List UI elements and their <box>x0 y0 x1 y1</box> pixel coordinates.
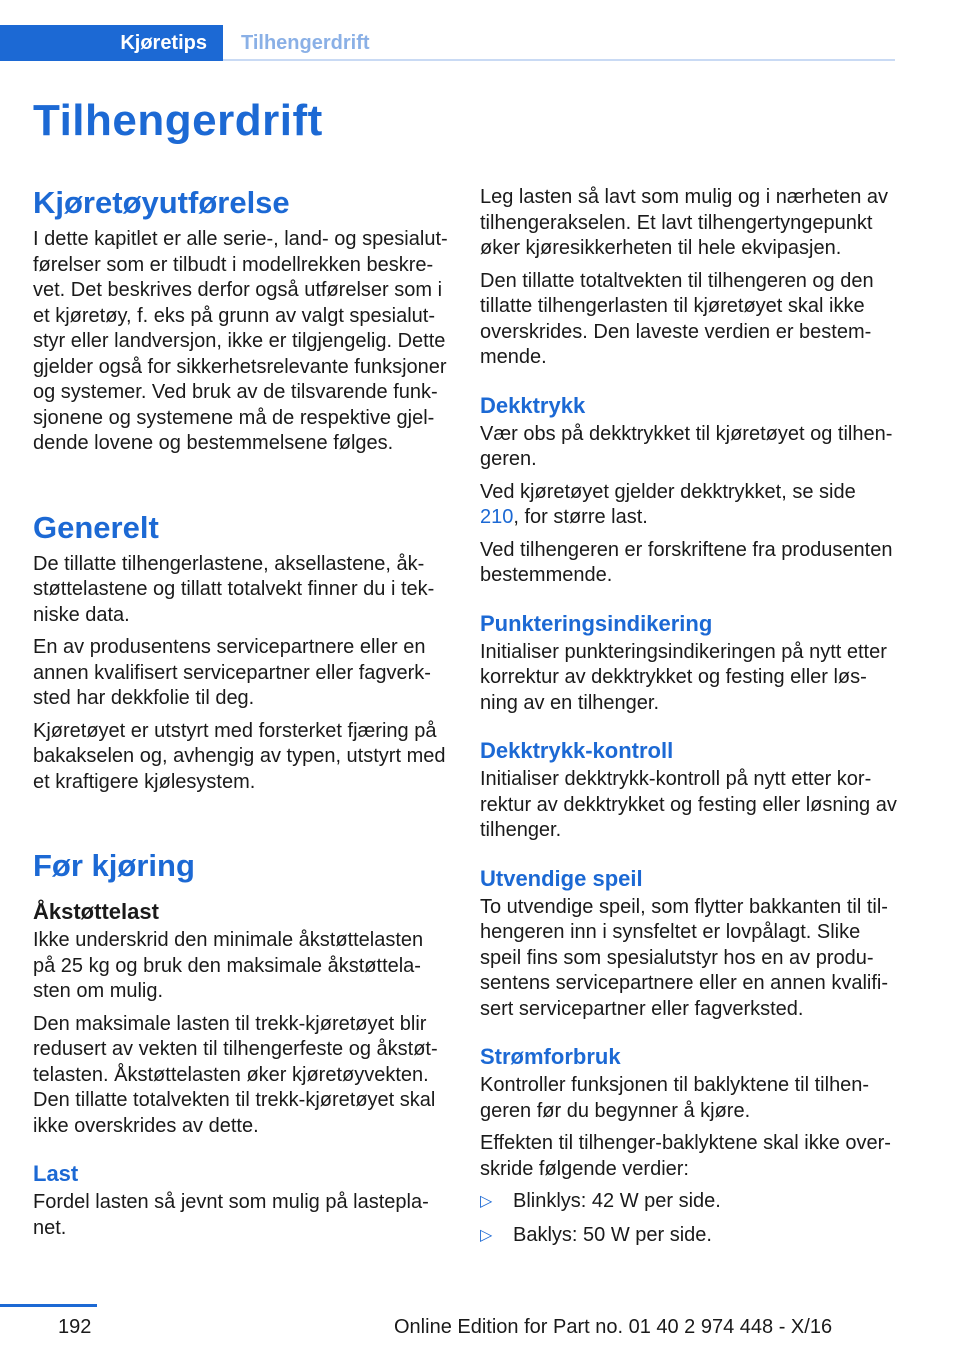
subheading-dekktrykk: Dekktrykk <box>480 392 586 418</box>
paragraph: Initialiser dekktrykk-kontroll på nytt etter kor-rektur av dekktrykket og festing eller løsning av tilhenger. <box>480 768 897 841</box>
triangle-bullet-icon: ▷ <box>480 1226 493 1244</box>
subheading-dekktrykk-kontroll: Dekktrykk-kontroll <box>480 738 674 763</box>
paragraph <box>480 480 898 531</box>
subheading-last: Last <box>33 1161 79 1186</box>
subheading-punkteringsindikering: Punkteringsindikering <box>480 610 713 636</box>
text: Ved kjøretøyet gjelder dekktrykket, se side <box>480 480 856 503</box>
paragraph: To utvendige speil, som flytter bakkanten til til-hengeren inn i synsfeltet er lovpålagt. Slike speil fins som spesialutstyr hos en av produ-sentens servicepartnere eller en annen kvalifi-sert servicepartner eller fagverksted. <box>480 895 888 1020</box>
list-item-text: Blinklys: 42 W per side. <box>513 1190 721 1212</box>
tab-tilhengerdrift[interactable]: Tilhengerdrift <box>241 31 370 54</box>
paragraph: Den tillatte totaltvekten til tilhengeren og den tillatte tilhengerlasten til kjøretøyet skal ikke overskrides. Den laveste verdien er bestem-mende. <box>480 269 874 368</box>
paragraph: Initialiser punkteringsindikeringen på nytt etter korrektur av dekktrykket og festing eller løs-ning av en tilhenger. <box>480 640 887 714</box>
section-heading-generelt: Generelt <box>33 509 159 545</box>
paragraph: En av produsentens servicepartnere eller en annen kvalifisert servicepartner eller fagverk-sted har dekkfolie til deg. <box>33 636 431 709</box>
edition-text: Online Edition for Part no. 01 40 2 974 448 - X/16 <box>394 1316 833 1338</box>
subheading-stromforbruk: Strømforbruk <box>480 1044 621 1069</box>
paragraph: Vær obs på dekktrykket til kjøretøyet og tilhen-geren. <box>480 422 893 470</box>
footer-rule <box>0 1304 97 1307</box>
subheading-utvendige-speil: Utvendige speil <box>480 865 643 891</box>
paragraph: Leg lasten så lavt som mulig og i nærheten av tilhengerakselen. Et lavt tilhengertyngepunkt øker kjøresikkerheten til hele ekvipasjen. <box>480 186 888 259</box>
tab-kjoretips[interactable]: Kjøretips <box>0 25 223 61</box>
list-item <box>480 1223 898 1249</box>
paragraph: Fordel lasten så jevnt som mulig på lastepla-net. <box>33 1191 429 1239</box>
section-heading-for-kjoring: Før kjøring <box>33 848 195 883</box>
page-link[interactable]: 210 <box>480 506 514 528</box>
list-item <box>480 1189 898 1215</box>
right-column <box>480 185 898 1256</box>
paragraph: Effekten til tilhenger-baklyktene skal ikke over-skride følgende verdier: <box>480 1132 891 1180</box>
subheading-akstottelast: Åkstøttelast <box>33 899 159 924</box>
paragraph: Ved tilhengeren er forskriftene fra produsenten bestemmende. <box>480 538 893 586</box>
left-column <box>33 185 449 1248</box>
section-heading-kjoretoyutforelse: Kjøretøyutførelse <box>33 185 290 220</box>
text: , for større last. <box>513 506 648 528</box>
header-bar <box>0 25 895 63</box>
bullet-list <box>480 1189 898 1248</box>
paragraph: Ikke underskrid den minimale åkstøttelasten på 25 kg og bruk den maksimale åkstøttela-sten om mulig. <box>33 929 424 1002</box>
triangle-bullet-icon: ▷ <box>480 1193 493 1210</box>
header-divider <box>223 59 895 61</box>
page-title: Tilhengerdrift <box>33 96 323 145</box>
paragraph: I dette kapitlet er alle serie-, land- og spesialut-førelser som er tilbudt i modellrekken beskre-vet. Det beskrives derfor også utførelser som i et kjøretøy, f. eks på grunn av valgt spesialut-styr eller landversjon, ikke er tilgjengelig. Dette gjelder også for sikkerhetsrelevante funksjoner og systemer. Ved bruk av de tilsvarende funk-sjonene og systemene må de respektive gjel-dende lovene og bestemmelsene følges. <box>33 228 448 454</box>
paragraph: De tillatte tilhengerlastene, aksellastene, åk-støttelastene og tillatt totalvekt finner du i tek-niske data. <box>33 552 435 626</box>
page-number: 192 <box>58 1316 92 1338</box>
paragraph: Kontroller funksjonen til baklyktene til tilhen-geren før du begynner å kjøre. <box>480 1074 870 1122</box>
list-item-text: Baklys: 50 W per side. <box>513 1223 712 1246</box>
paragraph: Den maksimale lasten til trekk-kjøretøyet blir redusert av vekten til tilhengerfeste og åkstøt-telasten. Åkstøttelasten øker kjøretøyvekten. Den tillatte totalvekten til trekk-kjøretøyet skal ikke overskrides av dette. <box>33 1012 438 1137</box>
paragraph: Kjøretøyet er utstyrt med forsterket fjæring på bakakselen og, avhengig av typen, utstyrt med et kraftigere kjølesystem. <box>33 719 446 793</box>
